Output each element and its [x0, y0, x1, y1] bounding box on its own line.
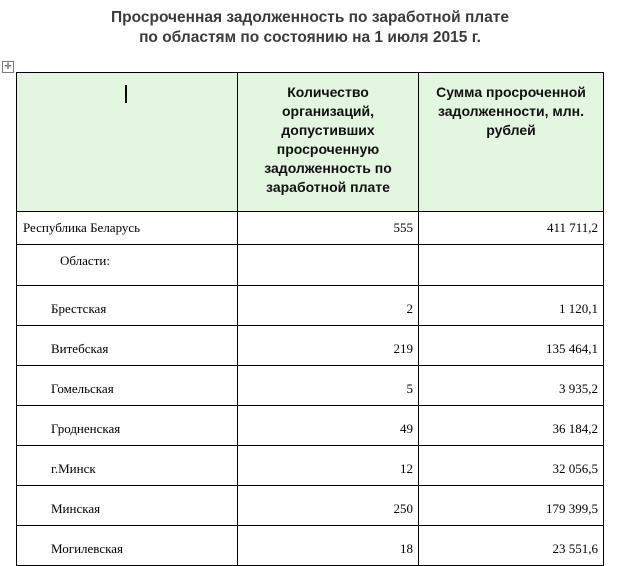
- table-move-handle-icon[interactable]: ✛: [2, 61, 14, 73]
- header-cell-name[interactable]: [17, 73, 238, 212]
- table-row: [17, 286, 604, 326]
- region-sum-cell: 3 935,2: [419, 366, 604, 406]
- header-sum-label: Сумма просроченной задолженности, млн. рублей: [436, 84, 586, 138]
- region-name-cell: Могилевская: [17, 526, 238, 566]
- title-line-2: по областям по состоянию на 1 июля 2015 г.: [139, 29, 481, 46]
- table-row: [17, 326, 604, 366]
- debt-table: [16, 72, 604, 566]
- region-count-cell: 49: [238, 406, 419, 446]
- region-name-cell: Витебская: [17, 326, 238, 366]
- region-count-cell: 12: [238, 446, 419, 486]
- region-name-cell: Гомельская: [17, 366, 238, 406]
- region-sum-cell: 1 120,1: [419, 286, 604, 326]
- region-sum-cell: 135 464,1: [419, 326, 604, 366]
- regions-label-cell: Области:: [17, 245, 238, 286]
- header-cell-count: [238, 73, 419, 212]
- table-row: [17, 406, 604, 446]
- table-row: [17, 526, 604, 566]
- region-name-cell: Гродненская: [17, 406, 238, 446]
- table-row: [17, 486, 604, 526]
- empty-cell: [419, 245, 604, 286]
- text-cursor: [125, 85, 127, 103]
- header-cell-sum: [419, 73, 604, 212]
- title-line-1: Просроченная задолженность по заработной плате: [111, 9, 509, 26]
- table-row: [17, 446, 604, 486]
- country-name-cell: Республика Беларусь: [17, 212, 238, 245]
- region-count-cell: 2: [238, 286, 419, 326]
- region-count-cell: 18: [238, 526, 419, 566]
- empty-cell: [238, 245, 419, 286]
- table-header-row: [17, 73, 604, 212]
- table-row: [17, 366, 604, 406]
- document-title: [0, 8, 620, 48]
- region-sum-cell: 36 184,2: [419, 406, 604, 446]
- country-count-cell: 555: [238, 212, 419, 245]
- header-count-label: Количество организаций, допустивших просроченную задолженность по заработной плате: [264, 84, 392, 195]
- region-count-cell: 219: [238, 326, 419, 366]
- country-sum-cell: 411 711,2: [419, 212, 604, 245]
- region-name-cell: Минская: [17, 486, 238, 526]
- region-count-cell: 250: [238, 486, 419, 526]
- region-name-cell: Брестская: [17, 286, 238, 326]
- region-count-cell: 5: [238, 366, 419, 406]
- table-row-regions-label: [17, 245, 604, 286]
- region-sum-cell: 179 399,5: [419, 486, 604, 526]
- region-sum-cell: 23 551,6: [419, 526, 604, 566]
- table-row-country: [17, 212, 604, 245]
- region-sum-cell: 32 056,5: [419, 446, 604, 486]
- region-name-cell: г.Минск: [17, 446, 238, 486]
